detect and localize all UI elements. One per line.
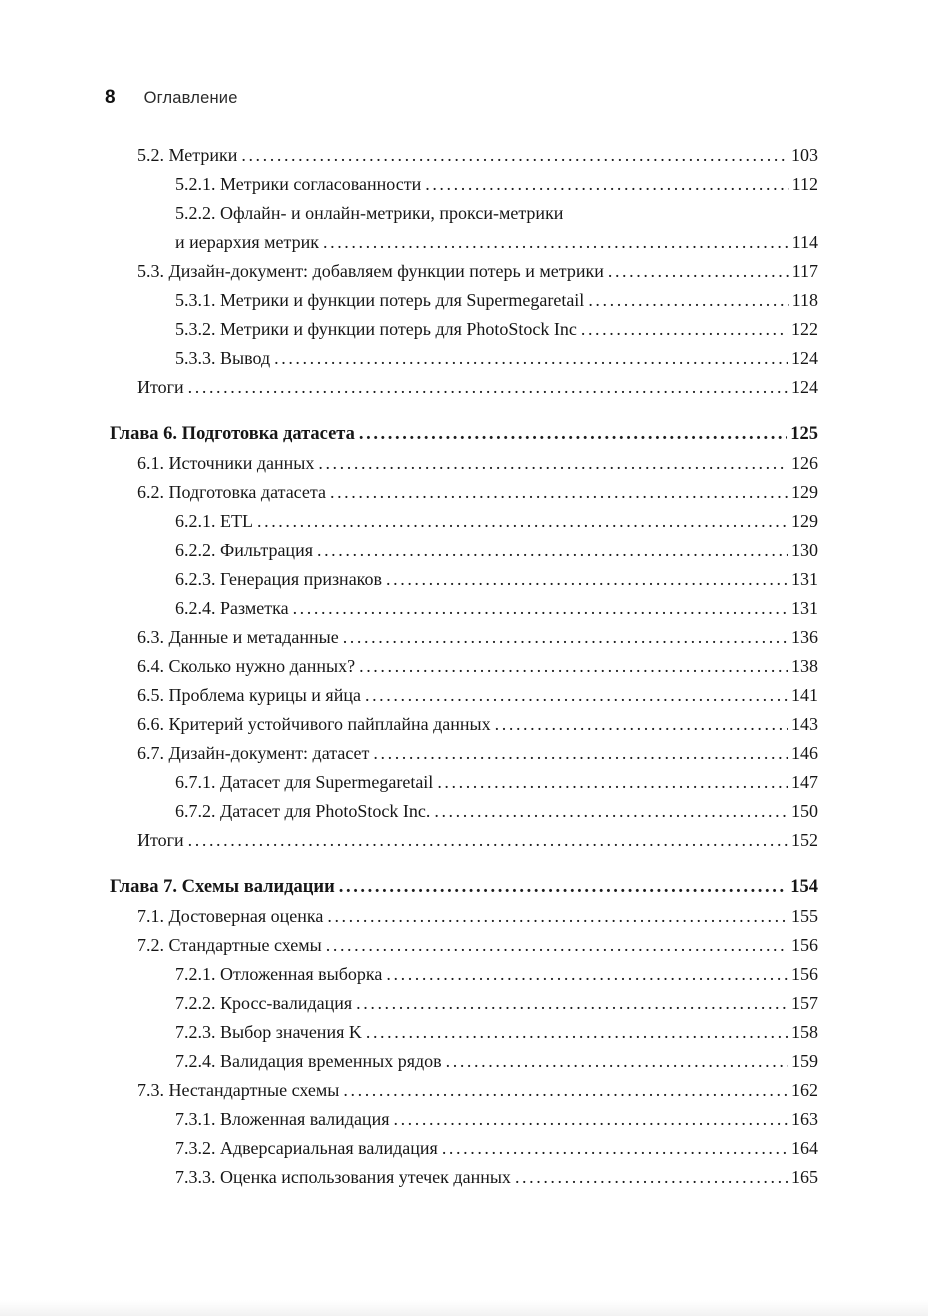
dot-leader: [495, 710, 788, 739]
dot-leader: [188, 826, 788, 855]
toc-entry: [137, 373, 818, 402]
dot-leader: [608, 257, 789, 286]
toc-entry-page: 124: [791, 348, 818, 368]
toc-entry-label: 7.2.2. Кросс-валидация: [175, 993, 353, 1013]
toc-entry-page: 164: [791, 1138, 818, 1158]
toc-entry: [175, 1163, 818, 1192]
toc-entry: [175, 507, 818, 536]
dot-leader: [581, 315, 788, 344]
toc-entry-page: 138: [791, 656, 818, 676]
toc-entry: [175, 286, 818, 315]
toc-entry-label: 6.7.1. Датасет для Supermegaretail: [175, 772, 434, 792]
toc-entry-label: 5.3.2. Метрики и функции потерь для PhotoStock Inc: [175, 319, 577, 339]
toc-entry: [175, 199, 818, 257]
dot-leader: [241, 141, 788, 170]
header-title: Оглавление: [143, 89, 238, 107]
toc-entry: [175, 1105, 818, 1134]
toc-entry-page: 131: [791, 598, 818, 618]
toc-entry-page: 158: [791, 1022, 818, 1042]
toc-entry-page: 141: [791, 685, 818, 705]
toc-entry-label: 6.2. Подготовка датасета: [137, 482, 326, 502]
toc-entry-label: 6.7. Дизайн-документ: датасет: [137, 743, 370, 763]
dot-leader: [442, 1134, 788, 1163]
toc-entry-page: 155: [791, 906, 818, 926]
toc-entry-page: 146: [791, 743, 818, 763]
toc-entry-label: 7.2.1. Отложенная выборка: [175, 964, 383, 984]
toc-entry-label: 5.3. Дизайн-документ: добавляем функции потерь и метрики: [137, 261, 604, 281]
toc-entry: [137, 257, 818, 286]
toc-entry-page: 156: [791, 935, 818, 955]
dot-leader: [330, 478, 788, 507]
dot-leader: [326, 931, 788, 960]
toc-entry: [137, 902, 818, 931]
running-header: [105, 87, 238, 109]
toc-entry-label: 7.3.3. Оценка использования утечек данных: [175, 1167, 511, 1187]
toc-entry: [175, 536, 818, 565]
toc-entry-label: 7.3. Нестандартные схемы: [137, 1080, 340, 1100]
toc-entry-label: 6.6. Критерий устойчивого пайплайна данных: [137, 714, 491, 734]
dot-leader: [386, 960, 788, 989]
toc-entry-page: 154: [790, 877, 818, 897]
toc-entry: [137, 1076, 818, 1105]
toc-entry-page: 131: [791, 569, 818, 589]
toc-entry-page: 122: [791, 319, 818, 339]
toc-entry-label: 5.2.2. Офлайн- и онлайн-метрики, прокси-метрики: [175, 203, 564, 223]
toc-entry: [137, 141, 818, 170]
toc-entry-label: 6.4. Сколько нужно данных?: [137, 656, 356, 676]
toc-chapter-entry: [110, 873, 818, 902]
toc-entry-label: 5.3.3. Вывод: [175, 348, 271, 368]
dot-leader: [393, 1105, 788, 1134]
toc-entry-label: 6.2.4. Разметка: [175, 598, 289, 618]
dot-leader: [446, 1047, 788, 1076]
dot-leader: [188, 373, 788, 402]
toc-entry-label: 5.3.1. Метрики и функции потерь для Supermegaretail: [175, 290, 585, 310]
toc-entry-page: 103: [791, 145, 818, 165]
dot-leader: [359, 652, 788, 681]
toc-entry-label: 6.2.2. Фильтрация: [175, 540, 313, 560]
toc-entry: [175, 170, 818, 199]
toc-entry-page: 157: [791, 993, 818, 1013]
toc-entry-label: 5.2. Метрики: [137, 145, 238, 165]
toc-entry: [175, 1134, 818, 1163]
toc-entry: [175, 768, 818, 797]
dot-leader: [274, 344, 788, 373]
dot-leader: [343, 623, 788, 652]
toc-list: [110, 141, 818, 1192]
toc-entry-label-continuation: и иерархия метрик: [175, 232, 319, 252]
dot-leader: [317, 536, 788, 565]
toc-entry: [137, 931, 818, 960]
toc-entry-label: 7.3.2. Адверсариальная валидация: [175, 1138, 438, 1158]
dot-leader: [327, 902, 788, 931]
page-number: 8: [105, 87, 116, 108]
toc-entry-label: 6.2.1. ETL: [175, 511, 253, 531]
toc-entry: [137, 710, 818, 739]
toc-entry-label: Глава 7. Схемы валидации: [110, 877, 335, 897]
dot-leader: [515, 1163, 788, 1192]
toc-entry-label: 7.2. Стандартные схемы: [137, 935, 322, 955]
dot-leader: [386, 565, 788, 594]
toc-entry: [137, 623, 818, 652]
toc-entry-label: 7.3.1. Вложенная валидация: [175, 1109, 390, 1129]
toc-entry-label: 6.5. Проблема курицы и яйца: [137, 685, 361, 705]
toc-entry: [175, 1047, 818, 1076]
toc-entry-page: 124: [791, 377, 818, 397]
toc-entry-page: 159: [791, 1051, 818, 1071]
dot-leader: [323, 228, 789, 257]
toc-entry: [175, 565, 818, 594]
toc-entry-label: 7.2.3. Выбор значения K: [175, 1022, 362, 1042]
dot-leader: [373, 739, 788, 768]
toc-entry-label: 7.1. Достоверная оценка: [137, 906, 324, 926]
toc-entry-page: 165: [791, 1167, 818, 1187]
dot-leader: [339, 873, 788, 902]
toc-entry-page: 147: [791, 772, 818, 792]
toc-entry-page: 152: [791, 830, 818, 850]
toc-chapter-entry: [110, 420, 818, 449]
toc-entry-page: 129: [791, 511, 818, 531]
toc-entry-page: 129: [791, 482, 818, 502]
toc-entry: [137, 739, 818, 768]
toc-entry-label: 5.2.1. Метрики согласованности: [175, 174, 422, 194]
toc-entry-page: 150: [791, 801, 818, 821]
toc-entry-label: 6.7.2. Датасет для PhotoStock Inc.: [175, 801, 431, 821]
toc-entry-page: 136: [791, 627, 818, 647]
toc-entry: [175, 594, 818, 623]
toc-entry-label: 6.2.3. Генерация признаков: [175, 569, 383, 589]
toc-entry: [137, 681, 818, 710]
dot-leader: [434, 797, 788, 826]
toc-entry-page: 163: [791, 1109, 818, 1129]
toc-entry-page: 143: [791, 714, 818, 734]
toc-entry: [175, 315, 818, 344]
toc-entry-label: Глава 6. Подготовка датасета: [110, 424, 355, 444]
toc-entry-page: 162: [791, 1080, 818, 1100]
toc-entry-label: 6.1. Источники данных: [137, 453, 315, 473]
dot-leader: [588, 286, 788, 315]
toc-entry: [137, 449, 818, 478]
toc-entry: [137, 652, 818, 681]
dot-leader: [366, 1018, 788, 1047]
toc-entry-label: 6.3. Данные и метаданные: [137, 627, 339, 647]
toc-entry-label: 7.2.4. Валидация временных рядов: [175, 1051, 442, 1071]
toc-entry-page: 117: [791, 261, 818, 281]
toc-entry-page: 114: [791, 232, 818, 252]
toc-entry-page: 156: [791, 964, 818, 984]
toc-entry: [175, 344, 818, 373]
dot-leader: [257, 507, 788, 536]
toc-entry-page: 130: [791, 540, 818, 560]
dot-leader: [359, 420, 787, 449]
dot-leader: [293, 594, 788, 623]
dot-leader: [318, 449, 788, 478]
dot-leader: [365, 681, 788, 710]
toc-entry-page: 126: [791, 453, 818, 473]
dot-leader: [356, 989, 788, 1018]
toc-entry: [175, 989, 818, 1018]
dot-leader: [425, 170, 788, 199]
toc-entry-label: Итоги: [137, 830, 184, 850]
toc-entry: [175, 797, 818, 826]
toc-entry: [175, 960, 818, 989]
toc-entry: [137, 826, 818, 855]
toc-entry-page: 112: [791, 174, 818, 194]
toc-entry: [175, 1018, 818, 1047]
dot-leader: [343, 1076, 788, 1105]
toc-entry-page: 125: [790, 424, 818, 444]
dot-leader: [437, 768, 788, 797]
toc-entry: [137, 478, 818, 507]
toc-entry-label: Итоги: [137, 377, 184, 397]
toc-entry-page: 118: [791, 290, 818, 310]
